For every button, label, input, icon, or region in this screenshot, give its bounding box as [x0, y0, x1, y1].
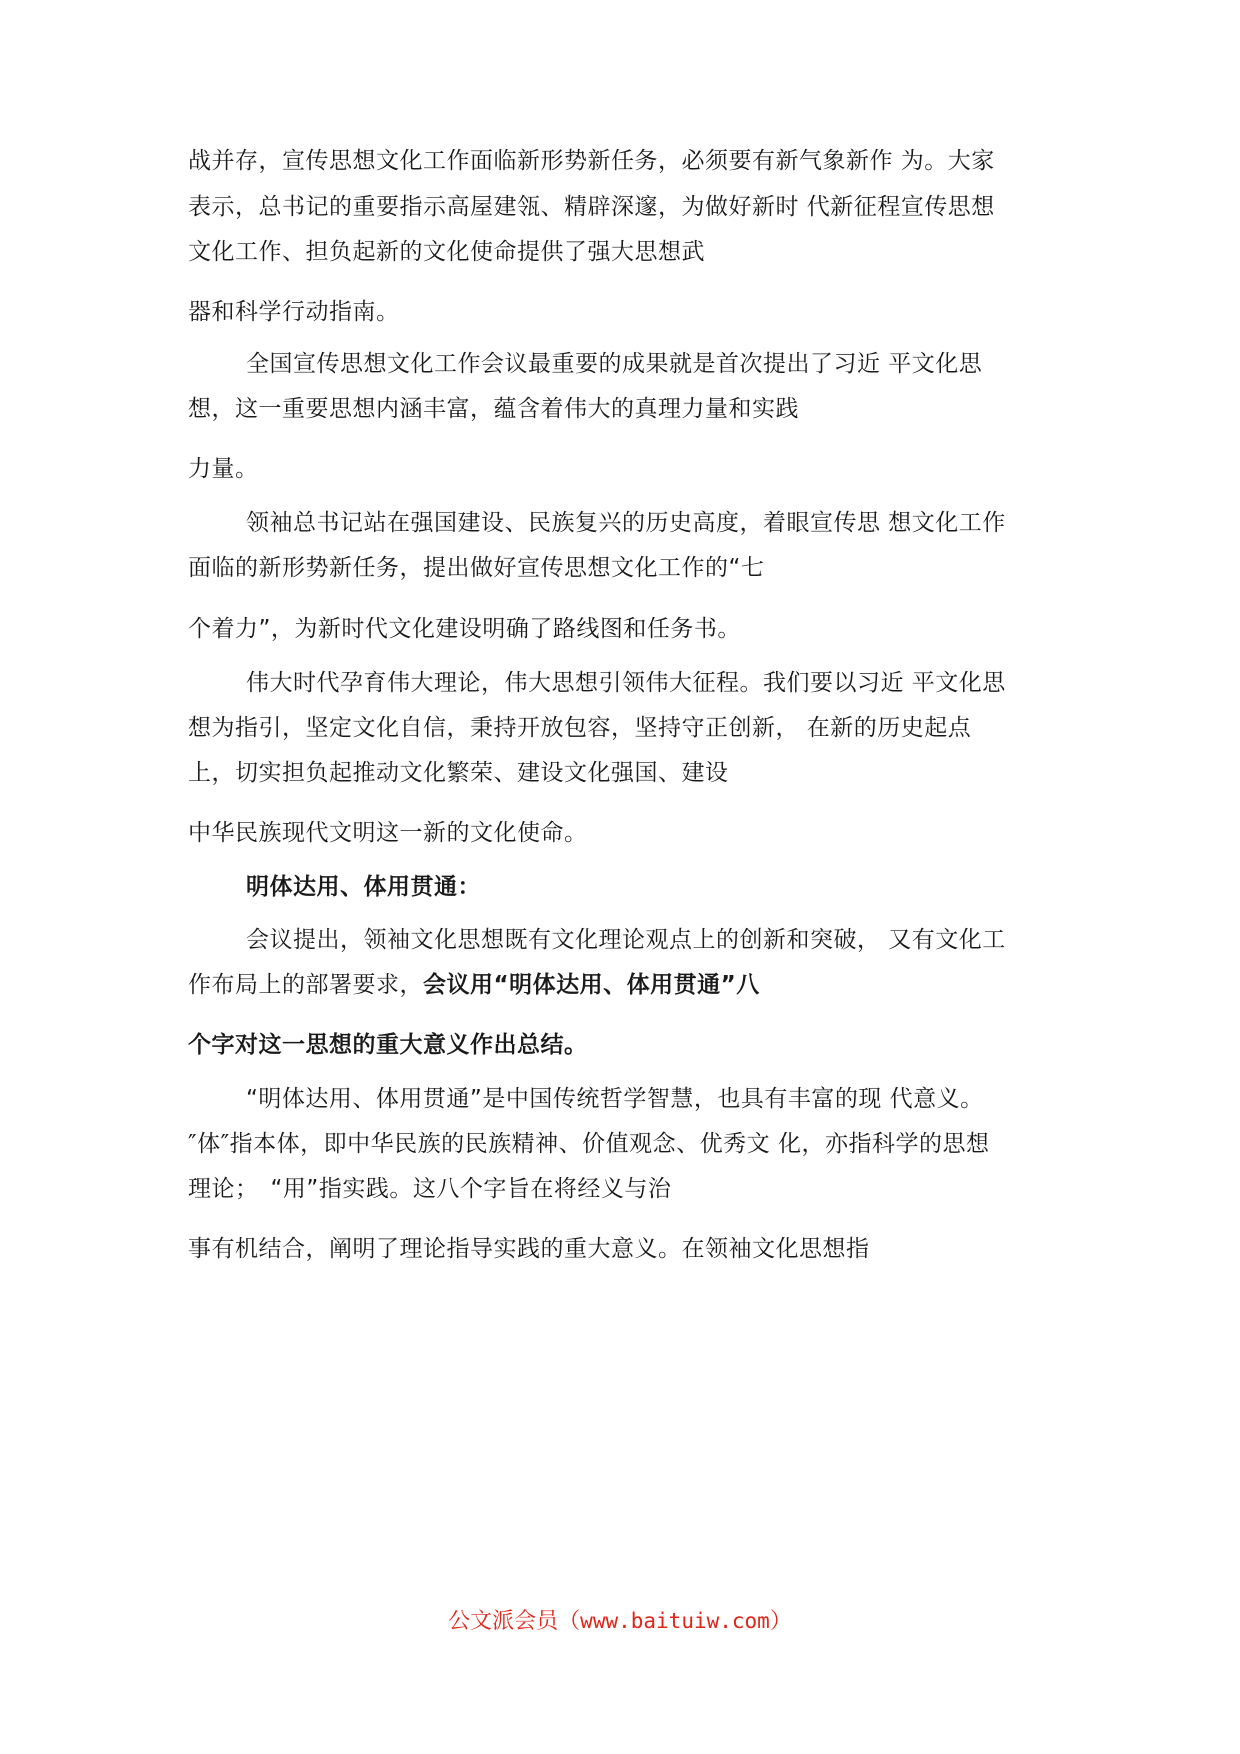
- text-span: 作布局上的部署要求，: [188, 972, 423, 998]
- text-line: 战并存，宣传思想文化工作面临新形势新任务，必须要有新气象新作 为。大家: [188, 148, 995, 174]
- footer-url[interactable]: www.baituiw.com: [580, 1609, 770, 1633]
- text-line: 伟大时代孕育伟大理论，伟大思想引领伟大征程。我们要以习近 平文化思: [246, 670, 1006, 696]
- text-line: 会议提出，领袖文化思想既有文化理论观点上的创新和突破， 又有文化工: [246, 927, 1006, 953]
- section-heading: 明体达用、体用贯通：: [246, 874, 481, 900]
- text-line: “明体达用、体用贯通”是中国传统哲学智慧，也具有丰富的现 代意义。: [246, 1086, 984, 1112]
- text-line: 表示，总书记的重要指示高屋建瓴、精辟深邃，为做好新时 代新征程宣传思想: [188, 194, 995, 220]
- text-line: [188, 970, 760, 1000]
- text-line: 事有机结合，阐明了理论指导实践的重大意义。在领袖文化思想指: [188, 1236, 870, 1262]
- text-line: 领袖总书记站在强国建设、民族复兴的历史高度，着眼宣传思 想文化工作: [246, 510, 1006, 536]
- text-line: 想，这一重要思想内涵丰富，蕴含着伟大的真理力量和实践: [188, 396, 799, 422]
- text-line: 全国宣传思想文化工作会议最重要的成果就是首次提出了习近 平文化思: [246, 351, 983, 377]
- text-line: 力量。: [188, 456, 259, 482]
- text-line: 上，切实担负起推动文化繁荣、建设文化强国、建设: [188, 760, 729, 786]
- text-line: 器和科学行动指南。: [188, 299, 400, 325]
- bold-text-span: 会议用“明体达用、体用贯通”八: [423, 972, 760, 998]
- footer-watermark: [0, 1606, 1240, 1637]
- text-line: 中华民族现代文明这一新的文化使命。: [188, 820, 588, 846]
- footer-label: 公文派会员: [448, 1609, 559, 1634]
- text-line: 理论； “用”指实践。这八个字旨在将经义与治: [188, 1176, 672, 1202]
- text-line: 个字对这一思想的重大意义作出总结。: [188, 1032, 588, 1058]
- footer-url-close: ）: [769, 1609, 792, 1634]
- text-line: 想为指引，坚定文化自信，秉持开放包容，坚持守正创新， 在新的历史起点: [188, 715, 972, 741]
- text-line: 文化工作、担负起新的文化使命提供了强大思想武: [188, 239, 705, 265]
- text-line: 面临的新形势新任务，提出做好宣传思想文化工作的“七: [188, 555, 765, 581]
- text-line: ″体″指本体，即中华民族的民族精神、价值观念、优秀文 化，亦指科学的思想: [188, 1131, 990, 1157]
- footer-url-open: （: [558, 1609, 581, 1634]
- text-line: 个着力”，为新时代文化建设明确了路线图和任务书。: [188, 616, 741, 642]
